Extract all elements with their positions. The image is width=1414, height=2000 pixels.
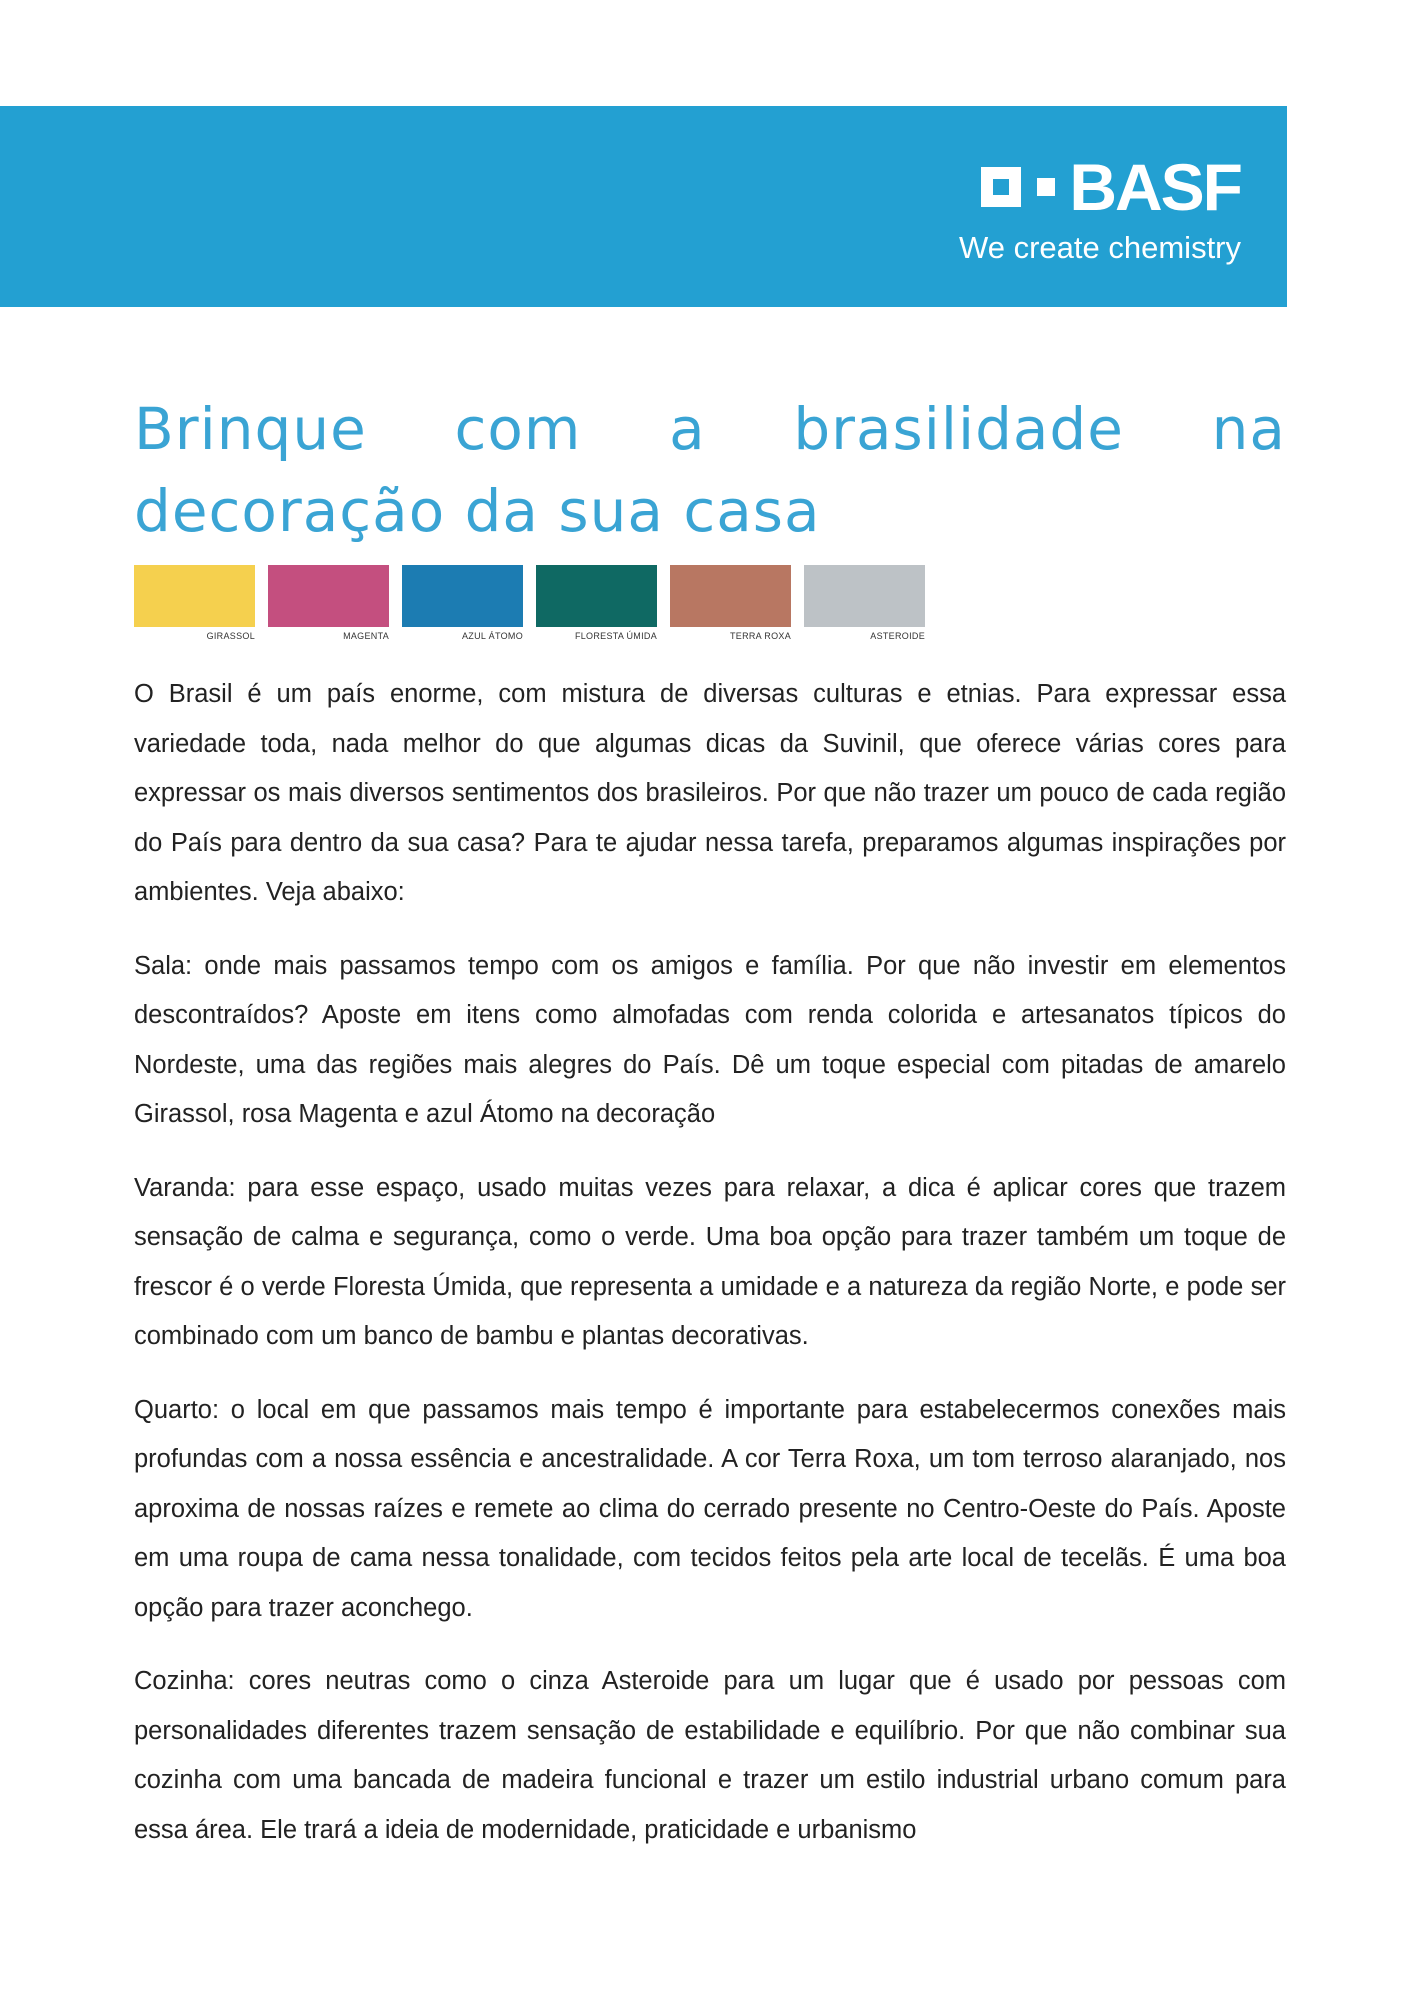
color-swatches (134, 565, 938, 641)
swatch-color (536, 565, 657, 627)
page-title (134, 388, 1286, 552)
quarto-paragraph: Quarto: o local em que passamos mais tempo é importante para estabelecermos conexões mais profundas com a nossa essência e ancestralidade. A cor Terra Roxa, um tom terroso alaranjado, nos aproxima de nossas raízes e remete ao clima do cerrado presente no Centro-Oeste do País. Aposte em uma roupa de cama nessa tonalidade, com tecidos feitos pela arte local de tecelãs. É uma boa opção para trazer aconchego. (134, 1395, 1286, 1622)
swatch-color (670, 565, 791, 627)
swatch-color (134, 565, 255, 627)
swatch-terra-roxa (670, 565, 791, 641)
logo-wordmark: BASF (1069, 150, 1241, 224)
swatch-asteroide (804, 565, 925, 641)
swatch-color (804, 565, 925, 627)
swatch-label: FLORESTA ÚMIDA (574, 631, 657, 641)
swatch-label: TERRA ROXA (729, 631, 791, 641)
swatch-floresta-umida (536, 565, 657, 641)
article-body (134, 670, 1286, 1879)
swatch-magenta (268, 565, 389, 641)
title-word: com (454, 395, 582, 463)
swatch-azul-atomo (402, 565, 523, 641)
title-line-1 (134, 388, 1286, 470)
intro-paragraph: O Brasil é um país enorme, com mistura de diversas culturas e etnias. Para expressar essa variedade toda, nada melhor do que algumas dicas da Suvinil, que oferece várias cores para expressar os mais diversos sentimentos dos brasileiros. Por que não trazer um pouco de cada região do País para dentro da sua casa? Para te ajudar nessa tarefa, preparamos algumas inspirações por ambientes. Veja abaixo: (134, 680, 1286, 906)
swatch-label: AZUL ÁTOMO (461, 631, 523, 641)
logo-tagline: We create chemistry (959, 230, 1241, 265)
logo-square-icon (981, 167, 1021, 207)
swatch-label: ASTEROIDE (870, 631, 925, 641)
title-word: na (1211, 395, 1286, 463)
title-word: Brinque (134, 395, 367, 463)
swatch-label: MAGENTA (343, 631, 389, 641)
cozinha-paragraph: Cozinha: cores neutras como o cinza Asteroide para um lugar que é usado por pessoas com personalidades diferentes trazem sensação de estabilidade e equilíbrio. Por que não combinar sua cozinha com uma bancada de madeira funcional e trazer um estilo industrial urbano comum para essa área. Ele trará a ideia de modernidade, praticidade e urbanismo (134, 1667, 1286, 1844)
title-word: brasilidade (793, 395, 1124, 463)
title-word: a (669, 395, 706, 463)
swatch-color (402, 565, 523, 627)
swatch-color (268, 565, 389, 627)
header-banner (0, 106, 1287, 307)
swatch-girassol (134, 565, 255, 641)
sala-paragraph: Sala: onde mais passamos tempo com os amigos e família. Por que não investir em elementos descontraídos? Aposte em itens como almofadas com renda colorida e artesanatos típicos do Nordeste, uma das regiões mais alegres do País. Dê um toque especial com pitadas de amarelo Girassol, rosa Magenta e azul Átomo na decoração (134, 951, 1286, 1128)
swatch-label: GIRASSOL (206, 631, 255, 641)
logo-dot-icon (1037, 178, 1055, 196)
varanda-paragraph: Varanda: para esse espaço, usado muitas vezes para relaxar, a dica é aplicar cores que trazem sensação de calma e segurança, como o verde. Uma boa opção para trazer também um toque de frescor é o verde Floresta Úmida, que representa a umidade e a natureza da região Norte, e pode ser combinado com um banco de bambu e plantas decorativas. (134, 1173, 1286, 1350)
basf-logo (921, 150, 1241, 274)
title-line-2: decoração da sua casa (134, 477, 821, 545)
